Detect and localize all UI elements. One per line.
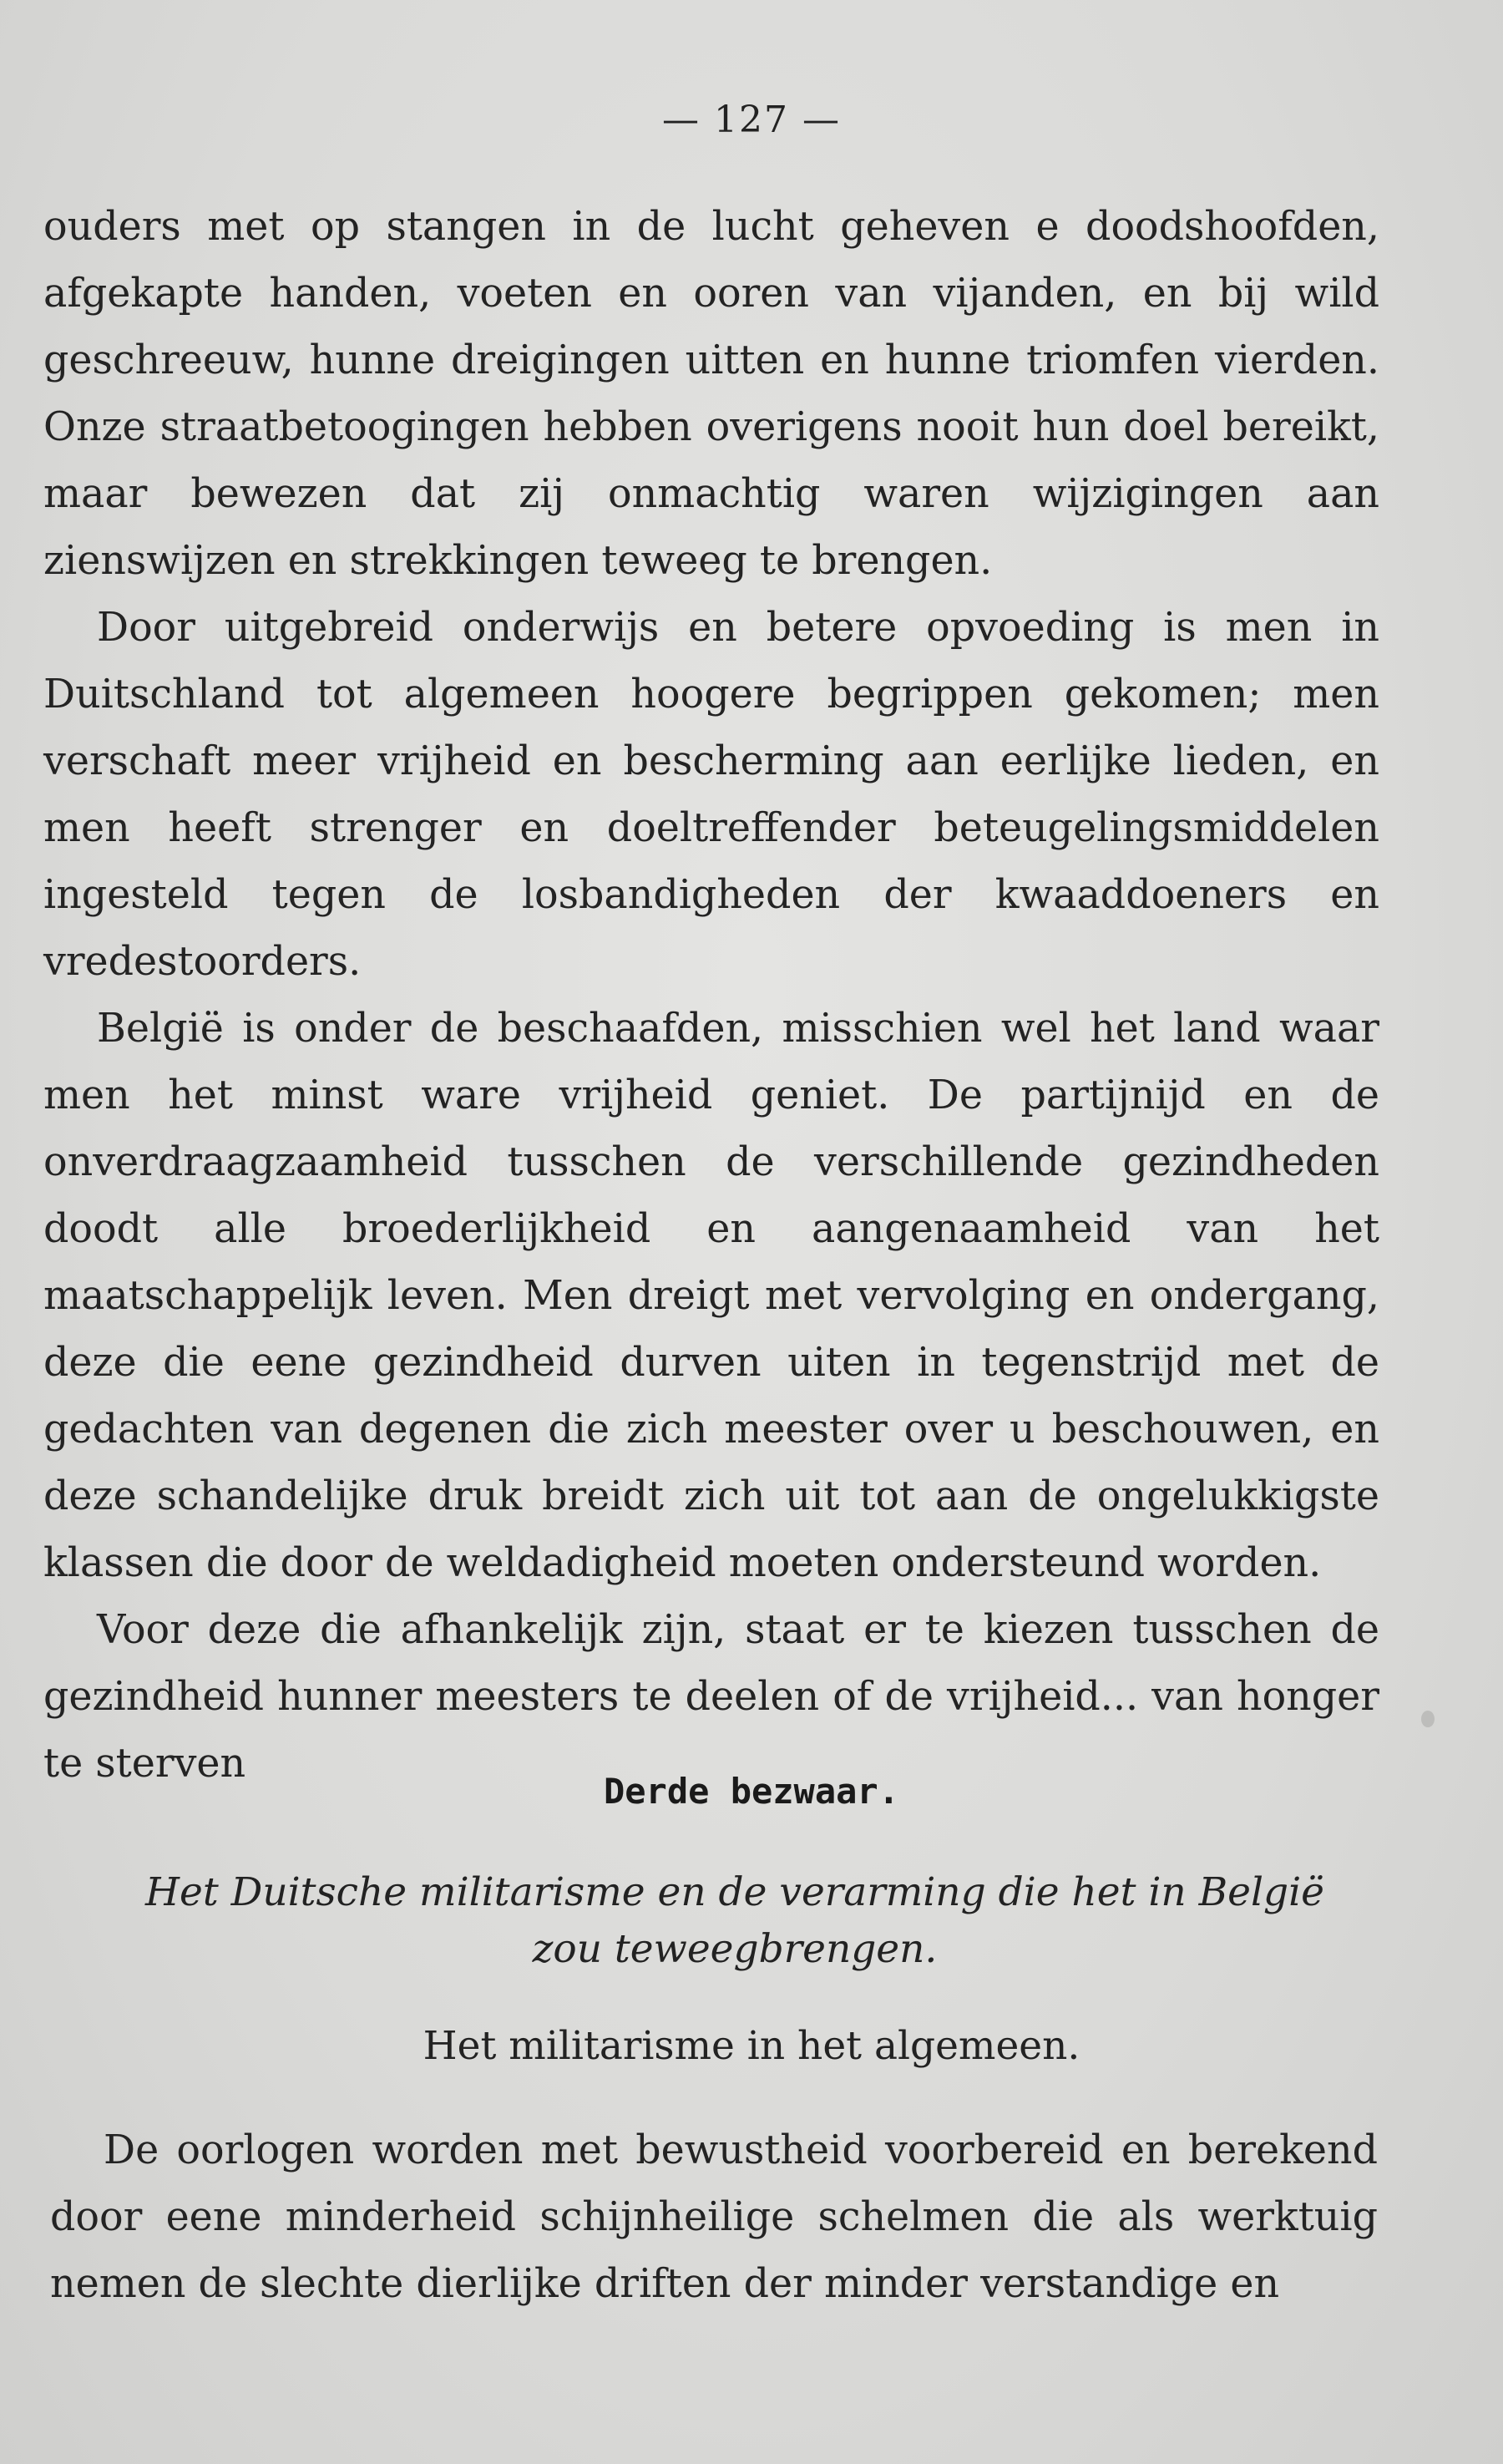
paragraph: Voor deze die afhankelijk zijn, staat er te kiezen tusschen de gezindheid hunner meesters te deelen of de vrijheid... van honger te sterven bbox=[43, 1607, 1379, 1787]
paragraph: Door uitgebreid onderwijs en betere opvoeding is men in Duitschland tot algemeen hoogere begrippen gekomen; men verschaft meer vrijheid en bescherming aan eerlijke lieden, en men heeft strenger en doeltreffender beteugelingsmiddelen ingesteld tegen de losbandigheden der kwaaddoeners en vredestoorders. bbox=[43, 605, 1379, 985]
section-title: Derde bezwaar. bbox=[603, 1771, 899, 1812]
section-subtitle-line: Het Duitsche militarisme en de verarming die het in België bbox=[145, 1869, 1324, 1915]
section-subheading: Het militarisme in het algemeen. bbox=[423, 2023, 1080, 2069]
paragraph: België is onder de beschaafden, misschien wel het land waar men het minst ware vrijheid geniet. De partijnijd en de onverdraagzaamheid tusschen de verschillende gezindheden doodt alle broederlijkheid en aangenaamheid van het maatschappelijk leven. Men dreigt met vervolging en ondergang, deze die eene gezindheid durven uiten in tegenstrijd met de gedachten van degenen die zich meester over u beschouwen, en deze schandelijke druk breidt zich uit tot aan de ongelukkigste klassen die door de weldadigheid moeten ondersteund worden. bbox=[43, 1006, 1379, 1586]
page-number: — 127 — bbox=[662, 99, 841, 141]
ink-blot bbox=[1421, 1711, 1435, 1727]
section-subtitle-line: zou teweegbrengen. bbox=[532, 1926, 938, 1972]
paragraph: De oorlogen worden met bewustheid voorbereid en berekend door eene minderheid schijnheilige schelmen die als werktuig nemen de slechte dierlijke driften der minder verstandige en bbox=[50, 2127, 1378, 2307]
text-block-before-section bbox=[43, 194, 1379, 1797]
paragraph: ouders met op stangen in de lucht geheven e doodshoofden, afgekapte handen, voeten en ooren van vijanden, en bij wild geschreeuw, hunne dreigingen uitten en hunne triomfen vierden. Onze straatbetoogingen hebben overigens nooit hun doel bereikt, maar bewezen dat zij onmachtig waren wijzigingen aan zienswijzen en strekkingen teweeg te brengen. bbox=[43, 204, 1379, 584]
section-subtitle bbox=[67, 1864, 1403, 1978]
text-block-after-section bbox=[50, 2117, 1378, 2318]
